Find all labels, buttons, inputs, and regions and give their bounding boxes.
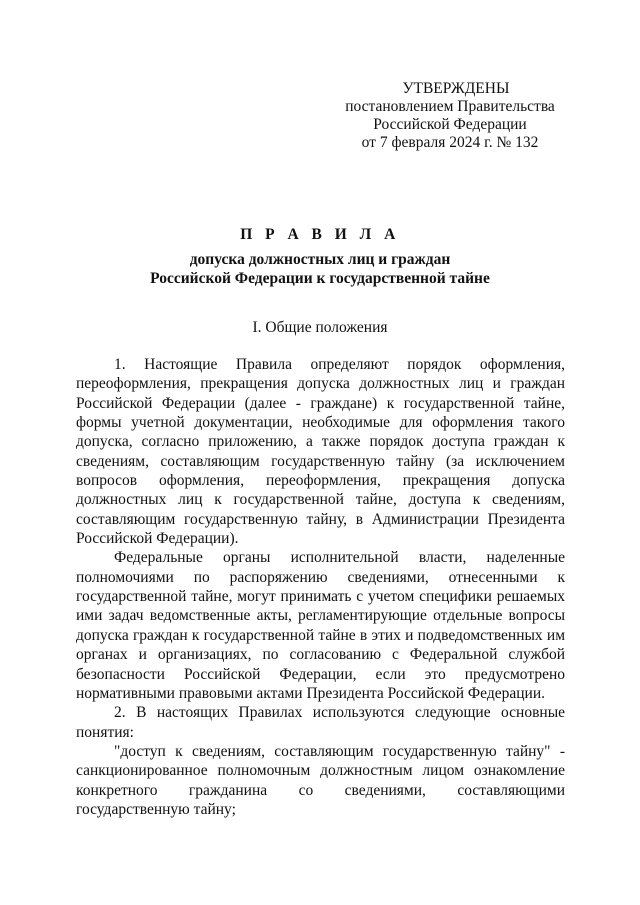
subtitle-line-1: допуска должностных лиц и граждан: [189, 251, 451, 268]
approval-line-1: постановлением Правительства: [345, 98, 555, 115]
approval-block: [340, 80, 560, 152]
document-subtitle: [0, 250, 640, 288]
approval-line-2: Российской Федерации: [373, 116, 527, 133]
paragraph-2: Федеральные органы исполнительной власти, наделенные полномочиями по распоряжению сведениями, отнесенными к государственной тайне, могут принимать с учетом специфики решаемых ими задач ведомственные акты, регламентирующие отдельные вопросы допуска граждан к государственной тайне в этих и подведомственных им органах и организациях, по согласованию с Федеральной службой безопасности Российской Федерации, если это предусмотрено нормативными правовыми актами Президента Российской Федерации.: [76, 549, 565, 702]
paragraph-3: 2. В настоящих Правилах используются следующие основные понятия:: [76, 704, 565, 741]
subtitle-line-2: Российской Федерации к государственной тайне: [150, 270, 490, 287]
approval-title: УТВЕРЖДЕНЫ: [402, 80, 510, 97]
approval-line-3: от 7 февраля 2024 г. № 132: [361, 134, 539, 151]
paragraph-4: "доступ к сведениям, составляющим государственную тайну" - санкционированное полномочным должностным лицом ознакомление конкретного гражданина со сведениями, составляющими государственную тайну;: [76, 742, 565, 818]
paragraph-1: 1. Настоящие Правила определяют порядок оформления, переоформления, прекращения допуска должностных лиц и граждан Российской Федерации (далее - граждане) к государственной тайне, формы учетной документации, необходимые для оформления такого допуска, согласно приложению, а также порядок доступа граждан к сведениям, составляющим государственную тайну (за исключением вопросов оформления, переоформления, прекращения допуска должностных лиц к государственной тайне, доступа к сведениям, составляющим государственную тайну, в Администрации Президента Российской Федерации).: [76, 356, 565, 548]
document-title: П Р А В И Л А: [240, 226, 400, 243]
document-body: [76, 355, 565, 819]
section-heading: I. Общие положения: [252, 319, 388, 336]
